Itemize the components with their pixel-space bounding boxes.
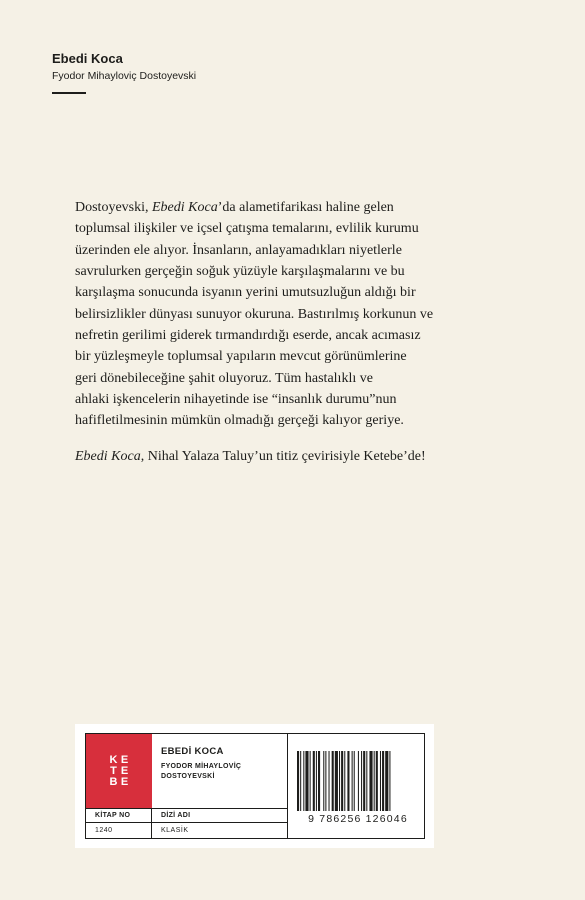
blurb-line: ahlaki işkencelerin nihayetinde ise “insanlık durumu”nun <box>75 392 397 408</box>
info-author <box>161 762 287 782</box>
barcode-bar <box>347 751 349 811</box>
barcode-bar <box>366 751 367 811</box>
barcode-bar <box>389 751 390 811</box>
barcode-bar <box>354 751 355 811</box>
blurb-line: üzerinden ele alıyor. İnsanların, anlayamadıkları niyetlerle <box>75 242 402 258</box>
blurb-line: nefretin gerilimi giderek tırmandırdığı eserde, ancak acımasız <box>75 328 421 344</box>
info-value-row <box>86 823 287 838</box>
info-left <box>86 734 288 838</box>
barcode-bar <box>316 751 317 811</box>
barcode-bar <box>339 751 340 811</box>
info-author-line: DOSTOYEVSKİ <box>161 773 215 780</box>
blurb-line: toplumsal ilişkiler ve içsel çatışma temalarını, evlilik kurumu <box>75 221 419 237</box>
ketebe-logo <box>86 734 152 808</box>
barcode-bar <box>313 751 315 811</box>
blurb-italic-title: Ebedi Koca <box>152 200 218 215</box>
blurb-line: bir yüzleşmeyle toplumsal yapıların mevcut görünümlerine <box>75 349 407 365</box>
book-title: Ebedi Koca <box>52 51 123 66</box>
barcode-bar <box>310 751 311 811</box>
dizi-adi-value: KLASİK <box>161 827 189 834</box>
barcode-icon <box>297 751 419 811</box>
barcode-bar <box>318 751 320 811</box>
blurb-line: savrulurken gerçeğin soğuk yüzüyle karşılaşmalarını ve bu <box>75 264 405 280</box>
barcode-bar <box>344 751 345 811</box>
closing-rest: , Nihal Yalaza Taluy’un titiz çevirisiyle Ketebe’de! <box>140 448 426 464</box>
barcode-bar <box>363 751 365 811</box>
kitap-no-value: 1240 <box>86 823 152 838</box>
logo-letter: E <box>120 775 129 788</box>
logo-letter: E <box>120 764 129 777</box>
blurb-text <box>75 197 515 467</box>
barcode-bar <box>323 751 324 811</box>
blurb-line-start: Dostoyevski, <box>75 200 152 215</box>
info-book-block <box>152 734 287 808</box>
barcode-bar <box>352 751 353 811</box>
barcode-bar <box>325 751 326 811</box>
info-label-row <box>86 809 287 823</box>
info-book-title: EBEDİ KOCA <box>161 746 224 757</box>
blurb-closing <box>75 446 515 467</box>
logo-letter: T <box>110 764 117 777</box>
info-panel <box>75 724 434 848</box>
barcode-bar <box>361 751 362 811</box>
barcode-bar <box>305 751 308 811</box>
barcode-bar <box>297 751 299 811</box>
barcode-bar <box>382 751 384 811</box>
logo-letter: B <box>109 775 118 788</box>
blurb-line: belirsizlikler dünyası sunuyor okuruna. Bastırılmış korkunun ve <box>75 306 434 322</box>
barcode-bar <box>369 751 372 811</box>
blurb-line: karşılaşma sonucunda isyanın yerini umutsuzluğun aldığı bir <box>75 285 416 301</box>
barcode-bar <box>332 751 334 811</box>
logo-letters <box>108 755 130 788</box>
logo-letter: E <box>120 753 129 766</box>
info-box <box>85 733 425 839</box>
barcode-bar <box>376 751 378 811</box>
book-author: Fyodor Mihayloviç Dostoyevski <box>52 70 197 82</box>
barcode-bar <box>300 751 301 811</box>
barcode-bar <box>335 751 338 811</box>
header-rule <box>52 92 86 94</box>
closing-italic-title: Ebedi Koca <box>75 448 141 464</box>
barcode-bar <box>385 751 388 811</box>
blurb-line <box>75 197 515 218</box>
barcode-area <box>288 734 424 838</box>
barcode-bar <box>358 751 359 811</box>
isbn-number: 9 786256 126046 <box>308 813 408 825</box>
blurb-line-end: ’da alametifarikası haline gelen <box>217 200 394 215</box>
blurb-line: hafifletilmesinin mümkün olmadığı gerçeği kalıyor geriye. <box>75 413 404 429</box>
barcode-bar <box>303 751 304 811</box>
barcode-bar <box>341 751 343 811</box>
info-top-row <box>86 734 287 809</box>
barcode-bar <box>329 751 330 811</box>
barcode-bar <box>374 751 375 811</box>
logo-letter: K <box>109 753 118 766</box>
barcode-bar <box>380 751 381 811</box>
kitap-no-label: KİTAP NO <box>86 809 152 822</box>
dizi-adi-label: DİZİ ADI <box>161 812 191 819</box>
book-header <box>52 51 196 94</box>
info-author-line: FYODOR MİHAYLOVİÇ <box>161 763 242 770</box>
blurb-line: geri dönebileceğine şahit oluyoruz. Tüm hastalıklı ve <box>75 370 373 386</box>
